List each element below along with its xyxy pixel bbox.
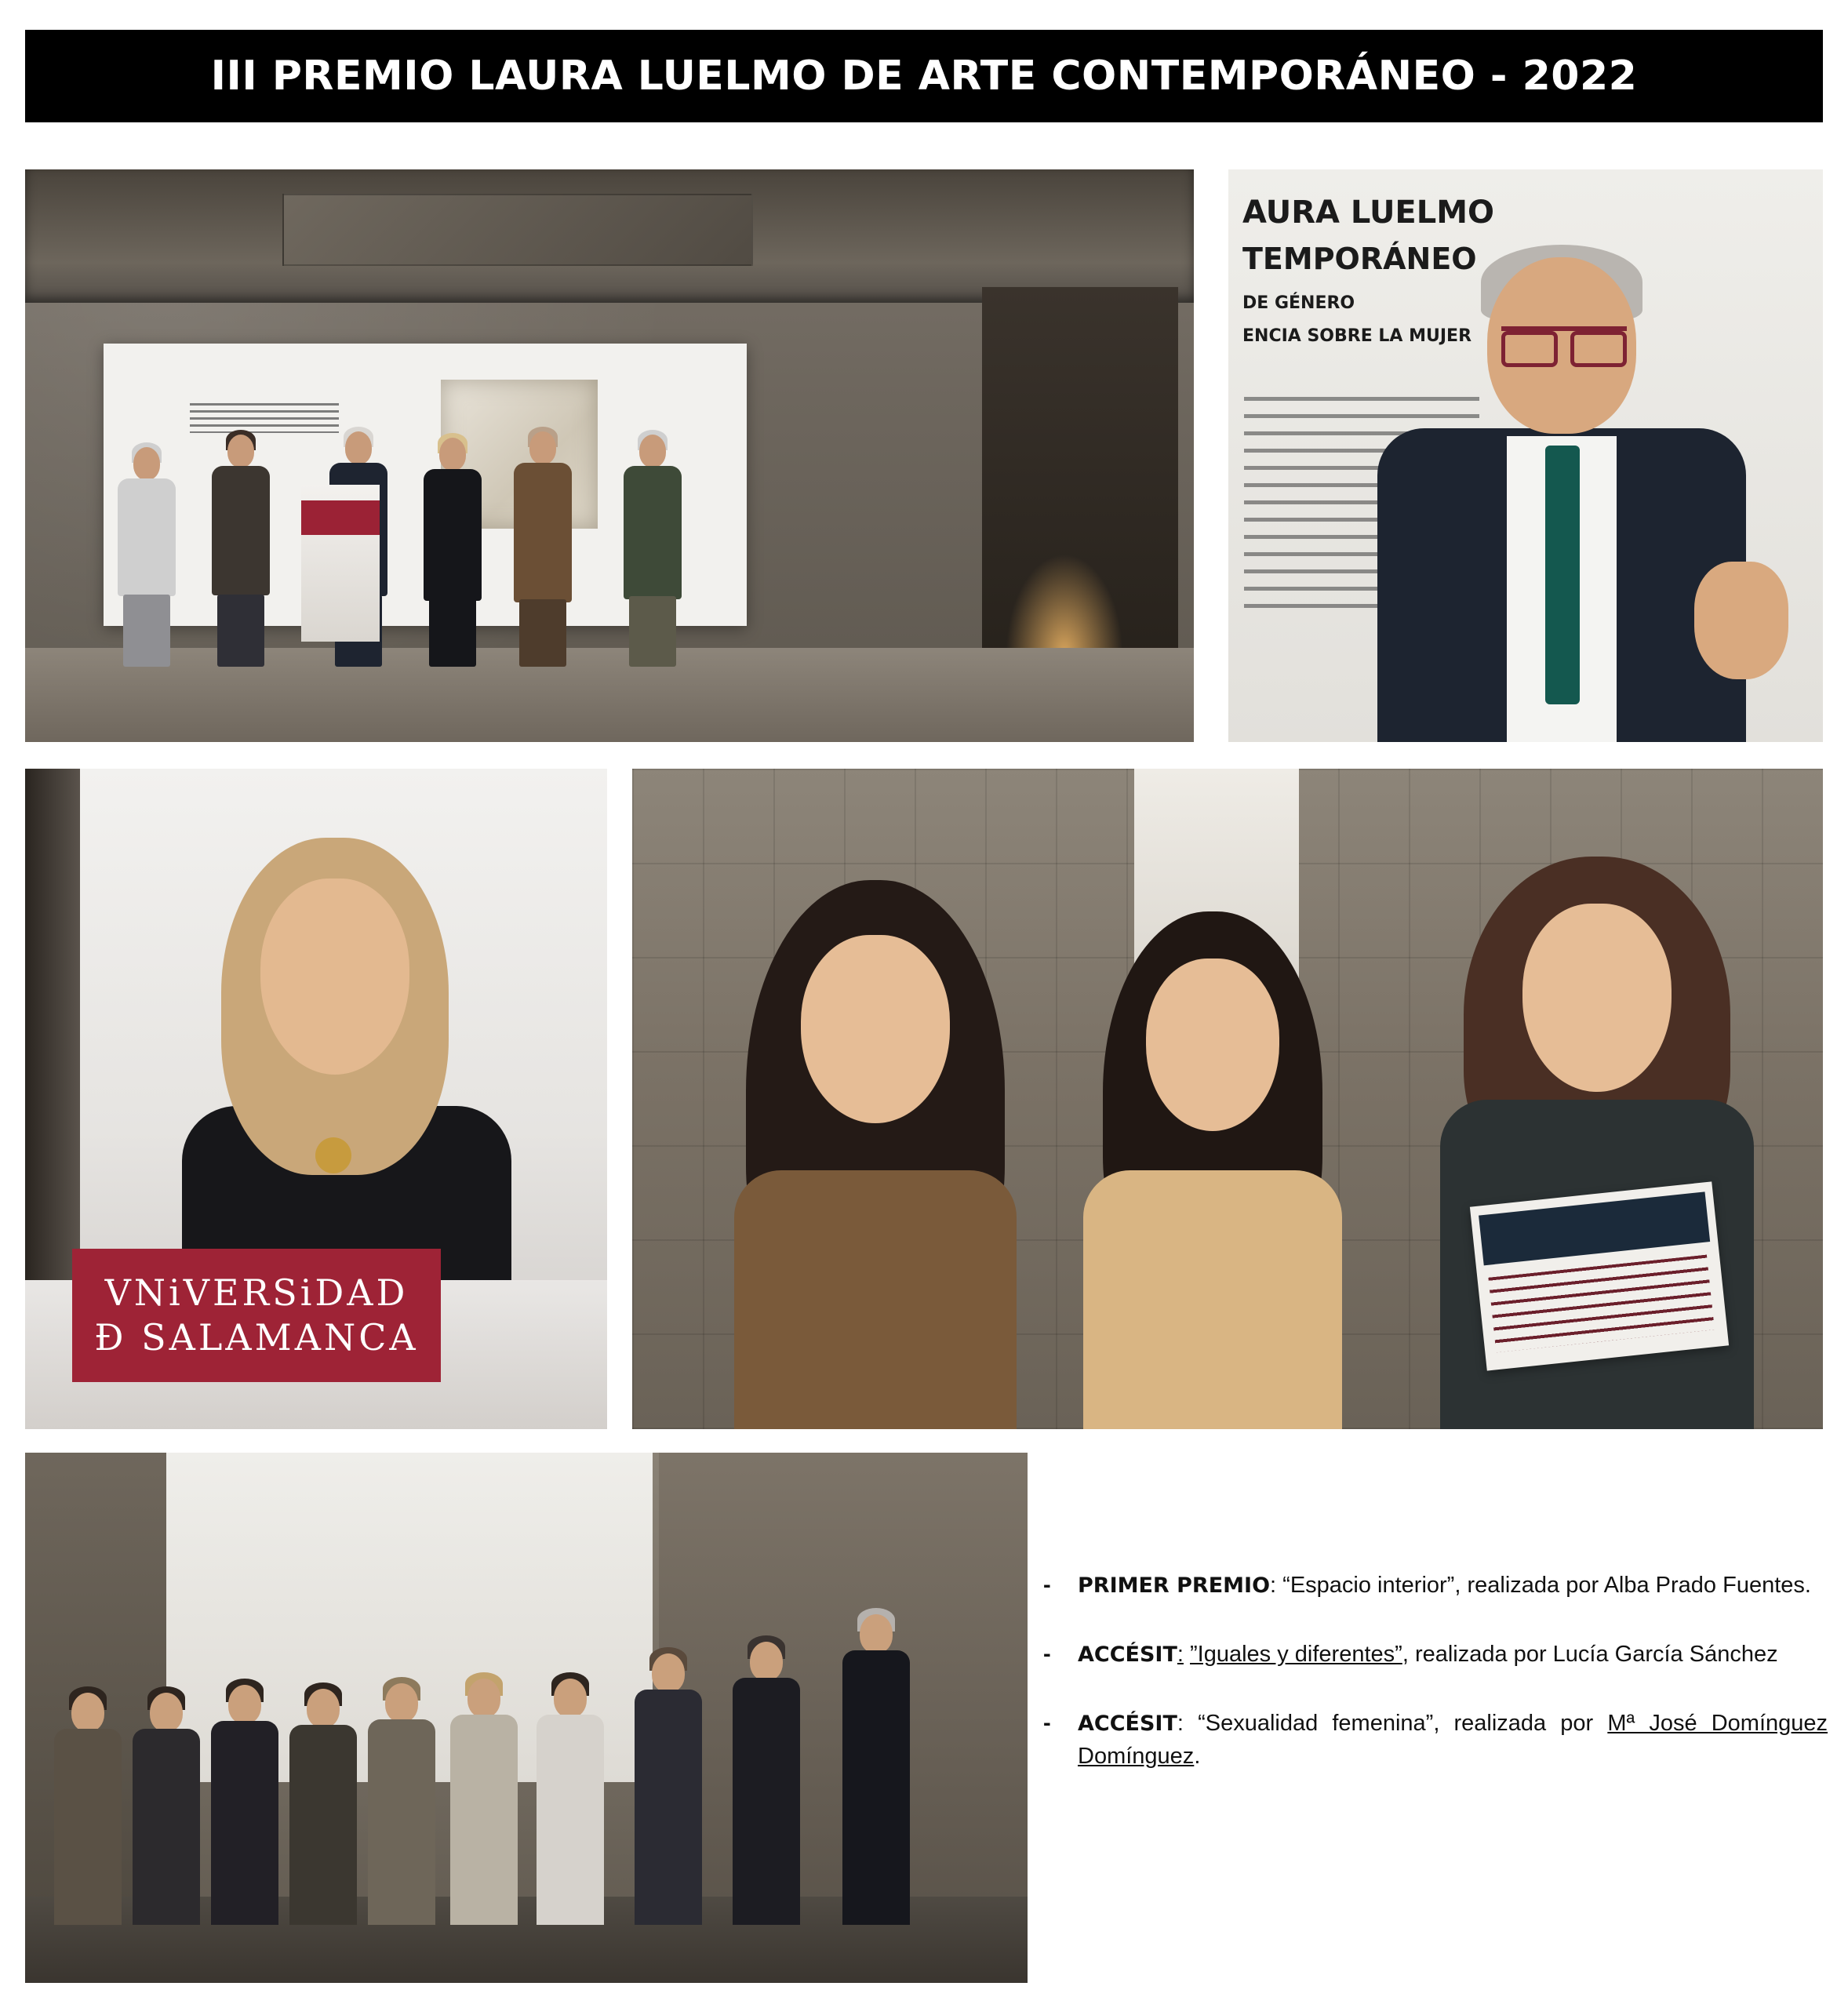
photo-woman-lectern <box>25 769 607 1429</box>
award-end-punctuation: . <box>1194 1744 1201 1770</box>
usal-plaque-line-2: Ð SALAMANCA <box>94 1316 419 1359</box>
figure-head <box>228 1685 261 1724</box>
audience-figure <box>206 1685 284 1928</box>
figure-head <box>554 1679 587 1718</box>
award-separator: : <box>1270 1573 1277 1598</box>
audience-figure <box>817 1614 935 1928</box>
photo-speaker-panel <box>1228 169 1823 742</box>
photo-woman-lectern-content <box>25 769 607 1429</box>
panel-subline-2: ENCIA SOBRE LA MUJER <box>1242 326 1472 346</box>
award-work-title: “Sexualidad femenina” <box>1198 1711 1434 1737</box>
attendee-figure <box>496 431 590 667</box>
bullet-dash: - <box>1043 1642 1051 1668</box>
award-label: ACCÉSIT <box>1078 1712 1177 1737</box>
figure-face <box>1146 959 1279 1131</box>
awardee-figure-center <box>1071 880 1354 1429</box>
figure-body <box>212 466 270 595</box>
figure-head <box>150 1693 183 1732</box>
page-title-banner <box>25 30 1823 122</box>
photo-group-lectern-content <box>25 169 1194 742</box>
figure-body <box>635 1690 702 1925</box>
leaflet-text-lines <box>1488 1255 1715 1353</box>
award-item-first-prize <box>1043 1569 1828 1602</box>
award-end-punctuation: . <box>1804 1573 1811 1598</box>
award-item-accesit-1 <box>1043 1638 1828 1671</box>
award-middle-text: , realizada por <box>1402 1642 1553 1668</box>
attendee-figure <box>104 447 190 667</box>
speaker-hand <box>1694 562 1788 679</box>
audience-figure <box>127 1693 206 1928</box>
figure-head <box>529 431 556 464</box>
award-text <box>1078 1569 1828 1602</box>
lectern-usal-plate <box>301 500 380 535</box>
photo-speaker-panel-content <box>1228 169 1823 742</box>
figure-body <box>537 1715 604 1925</box>
figure-body <box>514 463 572 602</box>
necklace-pendant <box>315 1137 351 1173</box>
award-middle-text: , realizada por <box>1454 1573 1604 1598</box>
figure-head <box>385 1683 418 1722</box>
usal-plaque <box>72 1249 441 1382</box>
award-author: Mª José Domínguez Domínguez <box>1078 1711 1828 1770</box>
speaker-glasses <box>1501 326 1627 362</box>
speaker-face <box>260 878 409 1075</box>
photo-group-lectern <box>25 169 1194 742</box>
figure-body <box>118 478 176 596</box>
bullet-dash: - <box>1043 1573 1051 1598</box>
award-text <box>1078 1638 1828 1671</box>
award-middle-text: , realizada por <box>1433 1711 1608 1737</box>
panel-headline-line-2: TEMPORÁNEO <box>1242 242 1477 276</box>
attendee-figure <box>409 438 496 667</box>
bullet-dash: - <box>1043 1711 1051 1737</box>
attendee-figure <box>606 435 700 667</box>
panel-subline-1: DE GÉNERO <box>1242 293 1355 313</box>
award-text <box>1078 1707 1828 1773</box>
award-label: PRIMER PREMIO <box>1078 1573 1271 1598</box>
photo-audience <box>25 1453 1028 1983</box>
photo-three-women <box>632 769 1823 1429</box>
figure-head <box>227 435 254 467</box>
award-label: ACCÉSIT <box>1078 1642 1177 1668</box>
award-separator: : <box>1177 1642 1184 1668</box>
panel-headline-line-1: AURA LUELMO <box>1242 195 1495 231</box>
award-work-title: “Espacio interior” <box>1282 1573 1455 1598</box>
figure-head <box>467 1679 500 1718</box>
figure-head <box>71 1693 104 1732</box>
audience-figure <box>715 1642 817 1928</box>
awards-list <box>1043 1569 1828 1809</box>
photo-audience-content <box>25 1453 1028 1983</box>
stone-ceiling <box>25 169 1194 303</box>
figure-torso <box>734 1170 1017 1429</box>
figure-body <box>368 1719 435 1925</box>
figure-head <box>307 1689 340 1728</box>
figure-legs <box>629 596 676 667</box>
figure-torso <box>1083 1170 1342 1429</box>
audience-figure <box>49 1693 127 1928</box>
figure-body <box>424 469 482 601</box>
speaker-tie <box>1545 446 1580 704</box>
page-title: III PREMIO LAURA LUELMO DE ARTE CONTEMPORÁNEO - 2022 <box>210 53 1638 100</box>
audience-figure <box>284 1689 362 1928</box>
audience-figure <box>362 1683 441 1928</box>
figure-legs <box>123 595 170 667</box>
figure-head <box>133 447 160 480</box>
figure-body <box>54 1729 122 1925</box>
award-item-accesit-2 <box>1043 1707 1828 1773</box>
usal-plaque-line-1: VNiVERSiDAD <box>104 1271 409 1314</box>
photo-three-women-content <box>632 769 1823 1429</box>
award-author: Alba Prado Fuentes <box>1603 1573 1805 1598</box>
panel-text-block <box>190 403 339 433</box>
award-leaflet <box>1470 1181 1729 1370</box>
figure-face <box>1522 904 1672 1092</box>
figure-head <box>639 435 666 467</box>
figure-head <box>750 1642 783 1681</box>
figure-head <box>345 431 372 464</box>
audience-figure <box>621 1653 715 1928</box>
figure-head <box>860 1614 893 1653</box>
figure-body <box>842 1650 910 1925</box>
award-work-title: ”Iguales y diferentes” <box>1190 1642 1402 1668</box>
lectern <box>301 485 380 642</box>
figure-body <box>133 1729 200 1925</box>
awardee-figure-left <box>726 864 1024 1429</box>
figure-body <box>624 466 682 599</box>
award-author: Lucía García Sánchez <box>1552 1642 1778 1668</box>
audience-figure <box>441 1679 527 1928</box>
attendee-figure <box>198 435 284 667</box>
figure-legs <box>217 595 264 667</box>
figure-legs <box>429 596 476 667</box>
figure-face <box>801 935 950 1123</box>
figure-head <box>652 1653 685 1693</box>
audience-figure <box>527 1679 613 1928</box>
figure-body <box>450 1715 518 1925</box>
figure-body <box>733 1678 800 1925</box>
figure-head <box>439 438 466 471</box>
figure-body <box>289 1725 357 1925</box>
award-separator: : <box>1177 1711 1184 1737</box>
figure-body <box>211 1721 278 1925</box>
figure-legs <box>519 599 566 667</box>
leaflet-title-band <box>1479 1191 1710 1265</box>
